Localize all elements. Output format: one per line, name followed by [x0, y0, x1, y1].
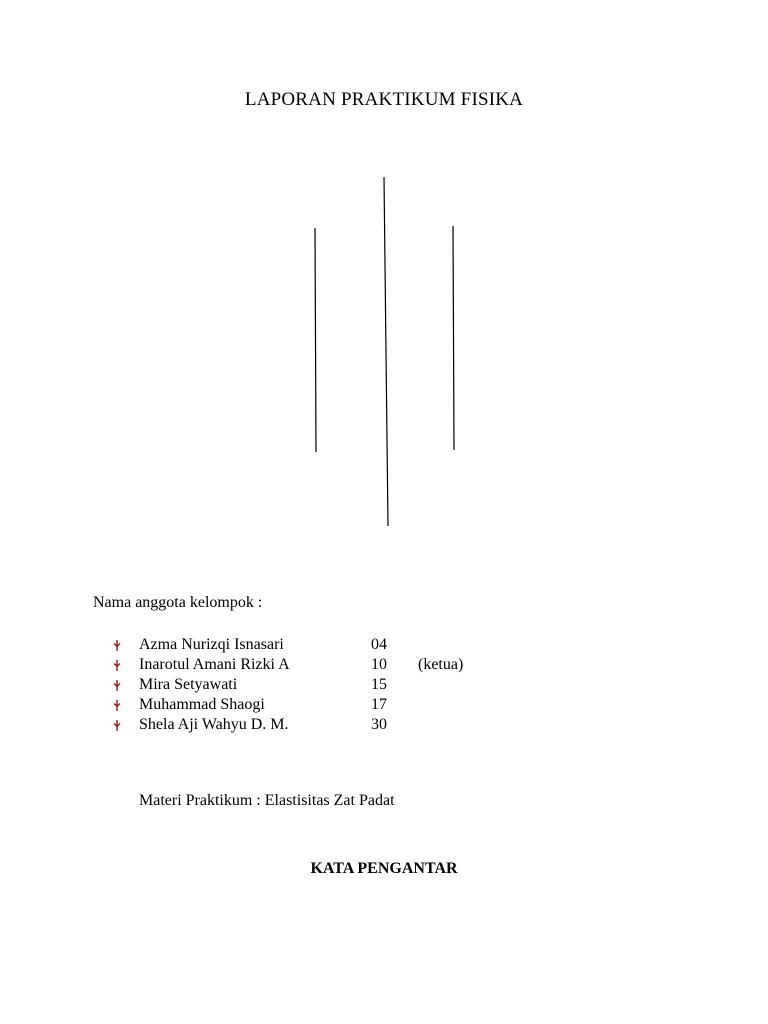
- right-line: [453, 226, 454, 450]
- member-name: Inarotul Amani Rizki A: [139, 656, 290, 673]
- document-title: LAPORAN PRAKTIKUM FISIKA: [244, 89, 524, 110]
- member-number: 30: [371, 716, 387, 733]
- member-name: Mira Setyawati: [139, 676, 238, 693]
- member-number: 17: [371, 696, 387, 713]
- member-name: Shela Aji Wahyu D. M.: [139, 716, 289, 733]
- member-name: Azma Nurizqi Isnasari: [139, 636, 284, 653]
- arrow-bullet-icon: [113, 700, 121, 711]
- member-name: Muhammad Shaogi: [139, 696, 265, 713]
- member-number: 10: [371, 656, 387, 673]
- left-line: [315, 228, 316, 452]
- materi-praktikum: Materi Praktikum : Elastisitas Zat Padat: [139, 792, 395, 809]
- members-heading: Nama anggota kelompok :: [93, 594, 263, 611]
- arrow-bullet-icon: [113, 720, 121, 731]
- section-heading-kata-pengantar: KATA PENGANTAR: [310, 860, 458, 877]
- center-line: [384, 177, 388, 526]
- arrow-bullet-icon: [113, 640, 121, 651]
- member-number: 15: [371, 676, 387, 693]
- member-role: (ketua): [418, 656, 464, 673]
- arrow-bullet-icon: [113, 660, 121, 671]
- arrow-bullet-icon: [113, 680, 121, 691]
- member-number: 04: [371, 636, 387, 653]
